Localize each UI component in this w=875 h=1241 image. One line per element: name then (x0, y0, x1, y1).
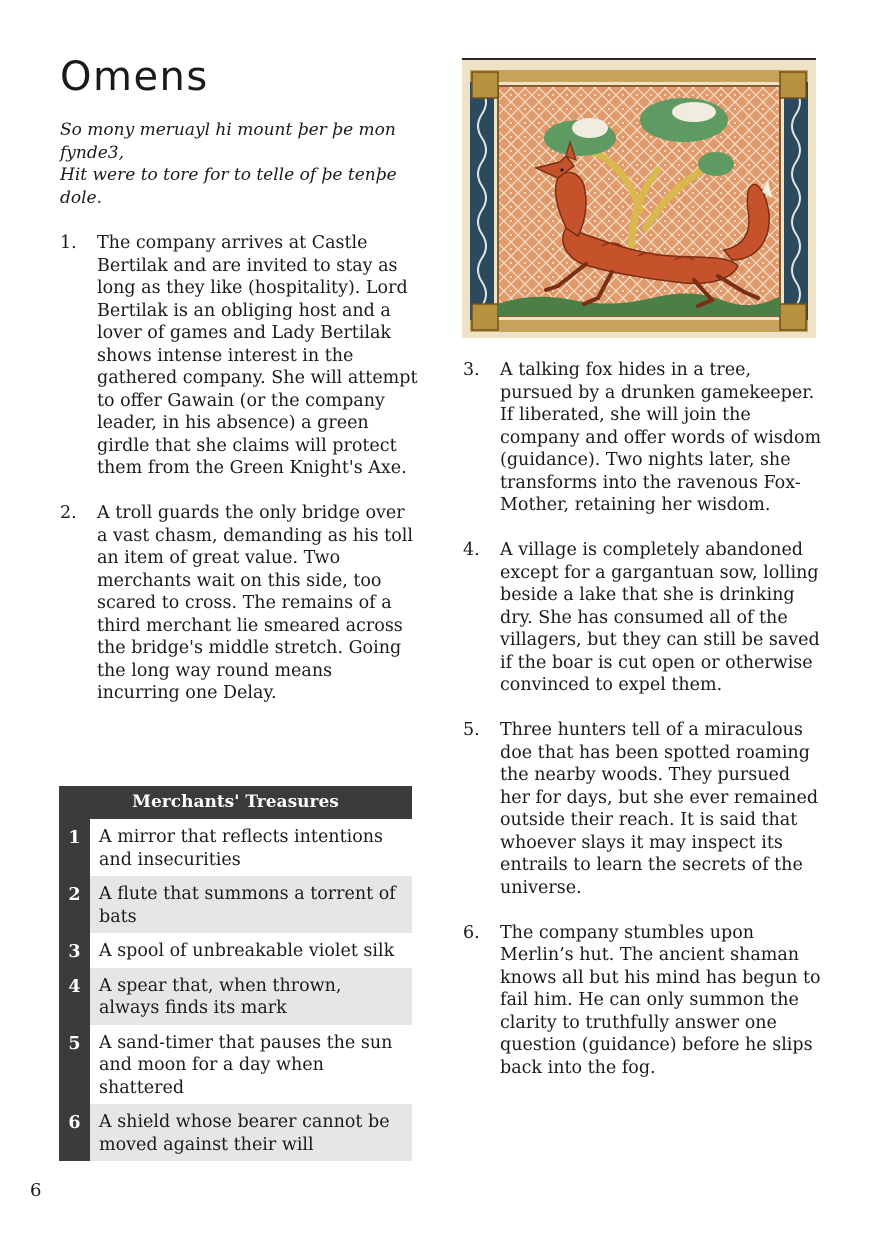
treasure-item: A spear that, when thrown, always finds its mark (90, 968, 412, 1025)
omen-number: 4. (463, 540, 480, 560)
die-number: 5 (59, 1025, 90, 1105)
table-row (59, 1025, 412, 1105)
die-number: 6 (59, 1104, 90, 1161)
omen-number: 5. (463, 720, 480, 740)
table-row (59, 819, 412, 876)
omen-item (60, 502, 420, 705)
omens-list-right (463, 359, 823, 1102)
treasure-item: A spool of unbreakable violet silk (99, 941, 395, 961)
omen-number: 2. (60, 503, 77, 523)
die-number: 3 (59, 933, 90, 968)
omen-item (463, 359, 823, 517)
omen-text: A talking fox hides in a tree, pursued by a drunken gamekeeper. If liberated, she will join the company and offer words of wisdom (guidance). Two nights later, she transforms into the ravenous Fox-Mother, retaining her wisdom. (500, 360, 822, 515)
page-number: 6 (30, 1180, 42, 1201)
omen-item (463, 719, 823, 899)
die-number: 1 (59, 819, 90, 876)
merchants-treasures-table (59, 786, 412, 1161)
omen-text: A village is completely abandoned except for a gargantuan sow, lolling beside a lake that she is drinking dry. She has consumed all of the villagers, but they can still be saved if the boar is cut open or otherwise convinced to expel them. (500, 540, 820, 695)
omens-list-left (60, 232, 420, 727)
omen-item (60, 232, 420, 480)
treasure-item: A shield whose bearer cannot be moved against their will (90, 1104, 412, 1161)
table-row (59, 1104, 412, 1161)
epigraph (60, 119, 410, 209)
omen-number: 1. (60, 233, 77, 253)
epigraph-line: So mony meruayl hi mount þer þe mon fynde3, (60, 120, 396, 163)
table-row (59, 933, 412, 968)
epigraph-line: Hit were to tore for to telle of þe tenþe dole. (60, 165, 397, 208)
omen-number: 3. (463, 360, 480, 380)
omen-text: The company arrives at Castle Bertilak and are invited to stay as long as they like (hospitality). Lord Bertilak is an obliging host and a lover of games and Lady Bertilak shows intense interest in the gathered company. She will attempt to offer Gawain (or the company leader, in his absence) a green girdle that she claims will protect them from the Green Knight's Axe. (97, 233, 418, 478)
treasure-item: A mirror that reflects intentions and insecurities (99, 827, 383, 870)
omen-text: The company stumbles upon Merlin’s hut. The ancient shaman knows all but his mind has begun to fail him. He can only summon the clarity to truthfully answer one question (guidance) before he slips back into the fog. (500, 922, 821, 1078)
table-row (59, 876, 412, 933)
omen-item (463, 539, 823, 697)
die-number: 2 (59, 876, 90, 933)
die-number: 4 (59, 968, 90, 1025)
treasure-item: A flute that summons a torrent of bats (90, 876, 412, 933)
omen-number: 6. (463, 922, 480, 943)
table-header-row (59, 786, 412, 819)
omen-item (463, 922, 823, 1080)
omen-text: A troll guards the only bridge over a vast chasm, demanding as his toll an item of great value. Two merchants wait on this side, too scared to cross. The remains of a third merchant lie smeared across the bridge's middle stretch. Going the long way round means incurring one Delay. (97, 503, 413, 703)
omen-text: Three hunters tell of a miraculous doe that has been spotted roaming the nearby woods. They pursued her for days, but she ever remained outside their reach. It is said that whoever slays it may inspect its entrails to learn the secrets of the universe. (500, 720, 819, 898)
page-title: Omens (60, 54, 209, 100)
table-title: Merchants' Treasures (59, 786, 412, 819)
treasure-item: A sand-timer that pauses the sun and moon for a day when shattered (99, 1032, 393, 1098)
illuminated-fox-illustration (462, 58, 816, 338)
table-row (59, 968, 412, 1025)
